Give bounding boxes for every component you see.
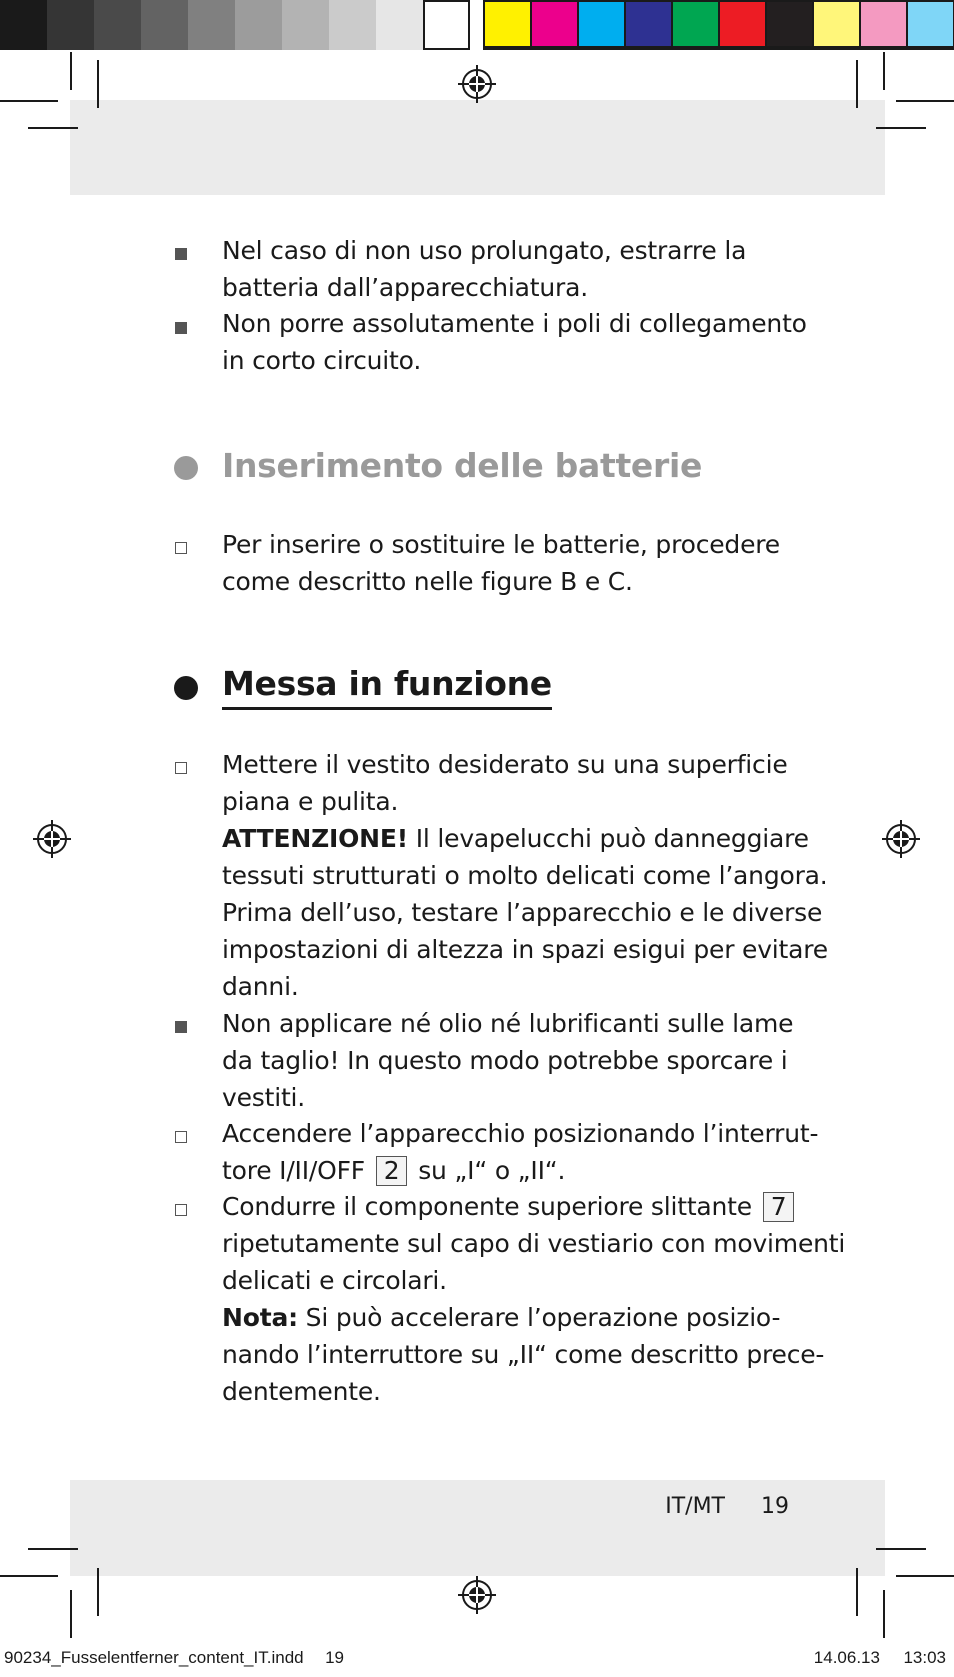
note-text: Si può accelerare l’operazione posizio- bbox=[297, 1303, 781, 1332]
square-bullet-icon bbox=[175, 1021, 187, 1033]
list-item-text: delicati e circolari. bbox=[222, 1266, 447, 1295]
part-reference-badge: 2 bbox=[376, 1156, 408, 1186]
list-item bbox=[222, 1005, 792, 1116]
process-color-swatch bbox=[532, 2, 577, 46]
list-item bbox=[222, 232, 792, 306]
list-item-text: Condurre il componente superiore slittante bbox=[222, 1192, 752, 1221]
header-band bbox=[70, 100, 885, 195]
note-label: Nota: bbox=[222, 1303, 298, 1332]
gray-swatch bbox=[94, 0, 141, 50]
crop-mark bbox=[856, 60, 858, 108]
page-footer bbox=[665, 1494, 789, 1519]
list-item bbox=[222, 526, 792, 600]
list-item-text: tore I/II/OFF bbox=[222, 1156, 365, 1185]
checkbox-bullet-icon bbox=[175, 1204, 187, 1216]
list-item-text: come descritto nelle figure B e C. bbox=[222, 567, 633, 596]
crop-mark bbox=[97, 60, 99, 108]
process-color-swatch bbox=[720, 2, 765, 46]
note-line bbox=[222, 1299, 792, 1336]
gray-swatch bbox=[329, 0, 376, 50]
footer-language: IT/MT bbox=[665, 1494, 725, 1519]
list-item bbox=[222, 305, 807, 379]
gray-swatch bbox=[376, 0, 423, 50]
slug-timestamp bbox=[814, 1648, 946, 1668]
section-dot-icon bbox=[174, 456, 198, 480]
registration-mark-icon bbox=[458, 1576, 496, 1614]
slug-date: 14.06.13 bbox=[813, 1648, 880, 1667]
gray-swatch bbox=[47, 0, 94, 50]
checkbox-bullet-icon bbox=[175, 542, 187, 554]
list-item-text bbox=[222, 1188, 792, 1225]
warning-text: Il levapelucchi può danneggiare bbox=[407, 824, 809, 853]
process-color-swatch bbox=[861, 2, 906, 46]
list-item-text bbox=[222, 1152, 792, 1189]
slug-page: 19 bbox=[325, 1648, 344, 1667]
crop-mark bbox=[70, 1590, 72, 1638]
warning-text: impostazioni di altezza in spazi esigui per evitare bbox=[222, 935, 828, 964]
square-bullet-icon bbox=[175, 322, 187, 334]
list-item-text: Non porre assolutamente i poli di collegamento bbox=[222, 309, 807, 338]
gray-swatch bbox=[188, 0, 235, 50]
list-item-text: ripetutamente sul capo di vestiario con movimenti bbox=[222, 1229, 846, 1258]
crop-mark bbox=[876, 127, 926, 129]
list-item-text: Mettere il vestito desiderato su una superficie bbox=[222, 750, 788, 779]
crop-mark bbox=[0, 100, 58, 102]
crop-mark bbox=[896, 1575, 954, 1577]
crop-mark bbox=[883, 52, 885, 90]
section-heading: Inserimento delle batterie bbox=[222, 446, 703, 485]
warning-text: danni. bbox=[222, 972, 299, 1001]
process-color-swatch bbox=[908, 2, 953, 46]
list-item-text: su „I“ o „II“. bbox=[418, 1156, 566, 1185]
registration-mark-icon bbox=[882, 820, 920, 858]
warning-label: ATTENZIONE! bbox=[222, 824, 408, 853]
list-item-text: Accendere l’apparecchio posizionando l’interrut- bbox=[222, 1119, 819, 1148]
crop-mark bbox=[0, 1575, 58, 1577]
process-color-swatch bbox=[767, 2, 812, 46]
note-text: nando l’interruttore su „II“ come descritto prece- bbox=[222, 1340, 825, 1369]
list-item bbox=[222, 1188, 846, 1410]
crop-mark bbox=[856, 1568, 858, 1616]
list-item-text: Per inserire o sostituire le batterie, procedere bbox=[222, 530, 780, 559]
process-color-swatch bbox=[579, 2, 624, 46]
section-heading: Messa in funzione bbox=[222, 664, 552, 710]
gray-swatch bbox=[235, 0, 282, 50]
list-item bbox=[222, 1115, 819, 1189]
square-bullet-icon bbox=[175, 248, 187, 260]
warning-text: Prima dell’uso, testare l’apparecchio e le diverse bbox=[222, 898, 823, 927]
crop-mark bbox=[883, 1590, 885, 1638]
slug-file-info bbox=[4, 1648, 344, 1668]
gray-swatch bbox=[282, 0, 329, 50]
process-color-swatch bbox=[673, 2, 718, 46]
process-color-swatch bbox=[485, 2, 530, 46]
crop-mark bbox=[28, 1548, 78, 1550]
list-item-text: vestiti. bbox=[222, 1083, 306, 1112]
registration-mark-icon bbox=[458, 65, 496, 103]
warning-line bbox=[222, 820, 809, 857]
crop-mark bbox=[876, 1548, 926, 1550]
warning-text: tessuti strutturati o molto delicati come l’angora. bbox=[222, 861, 828, 890]
process-color-swatch bbox=[626, 2, 671, 46]
list-item-text: Non applicare né olio né lubrificanti sulle lame bbox=[222, 1009, 794, 1038]
crop-mark bbox=[97, 1568, 99, 1616]
gray-swatch bbox=[0, 0, 47, 50]
list-item bbox=[222, 746, 828, 1005]
checkbox-bullet-icon bbox=[175, 762, 187, 774]
registration-mark-icon bbox=[33, 820, 71, 858]
crop-mark bbox=[896, 100, 954, 102]
gray-swatch bbox=[141, 0, 188, 50]
color-calibration-bar bbox=[0, 0, 954, 50]
gray-swatch bbox=[423, 0, 470, 50]
crop-mark bbox=[28, 127, 78, 129]
slug-filename: 90234_Fusselentferner_content_IT.indd bbox=[4, 1648, 304, 1667]
process-color-swatch bbox=[814, 2, 859, 46]
list-item-text: piana e pulita. bbox=[222, 787, 399, 816]
list-item-text: Nel caso di non uso prolungato, estrarre la bbox=[222, 236, 747, 265]
list-item-text: batteria dall’apparecchiatura. bbox=[222, 273, 588, 302]
part-reference-badge: 7 bbox=[763, 1192, 795, 1222]
note-text: dentemente. bbox=[222, 1377, 381, 1406]
page-number: 19 bbox=[761, 1494, 789, 1519]
slug-time: 13:03 bbox=[903, 1648, 946, 1667]
section-dot-icon bbox=[174, 676, 198, 700]
crop-mark bbox=[70, 52, 72, 90]
list-item-text: da taglio! In questo modo potrebbe sporcare i bbox=[222, 1046, 788, 1075]
list-item-text: in corto circuito. bbox=[222, 346, 422, 375]
checkbox-bullet-icon bbox=[175, 1131, 187, 1143]
